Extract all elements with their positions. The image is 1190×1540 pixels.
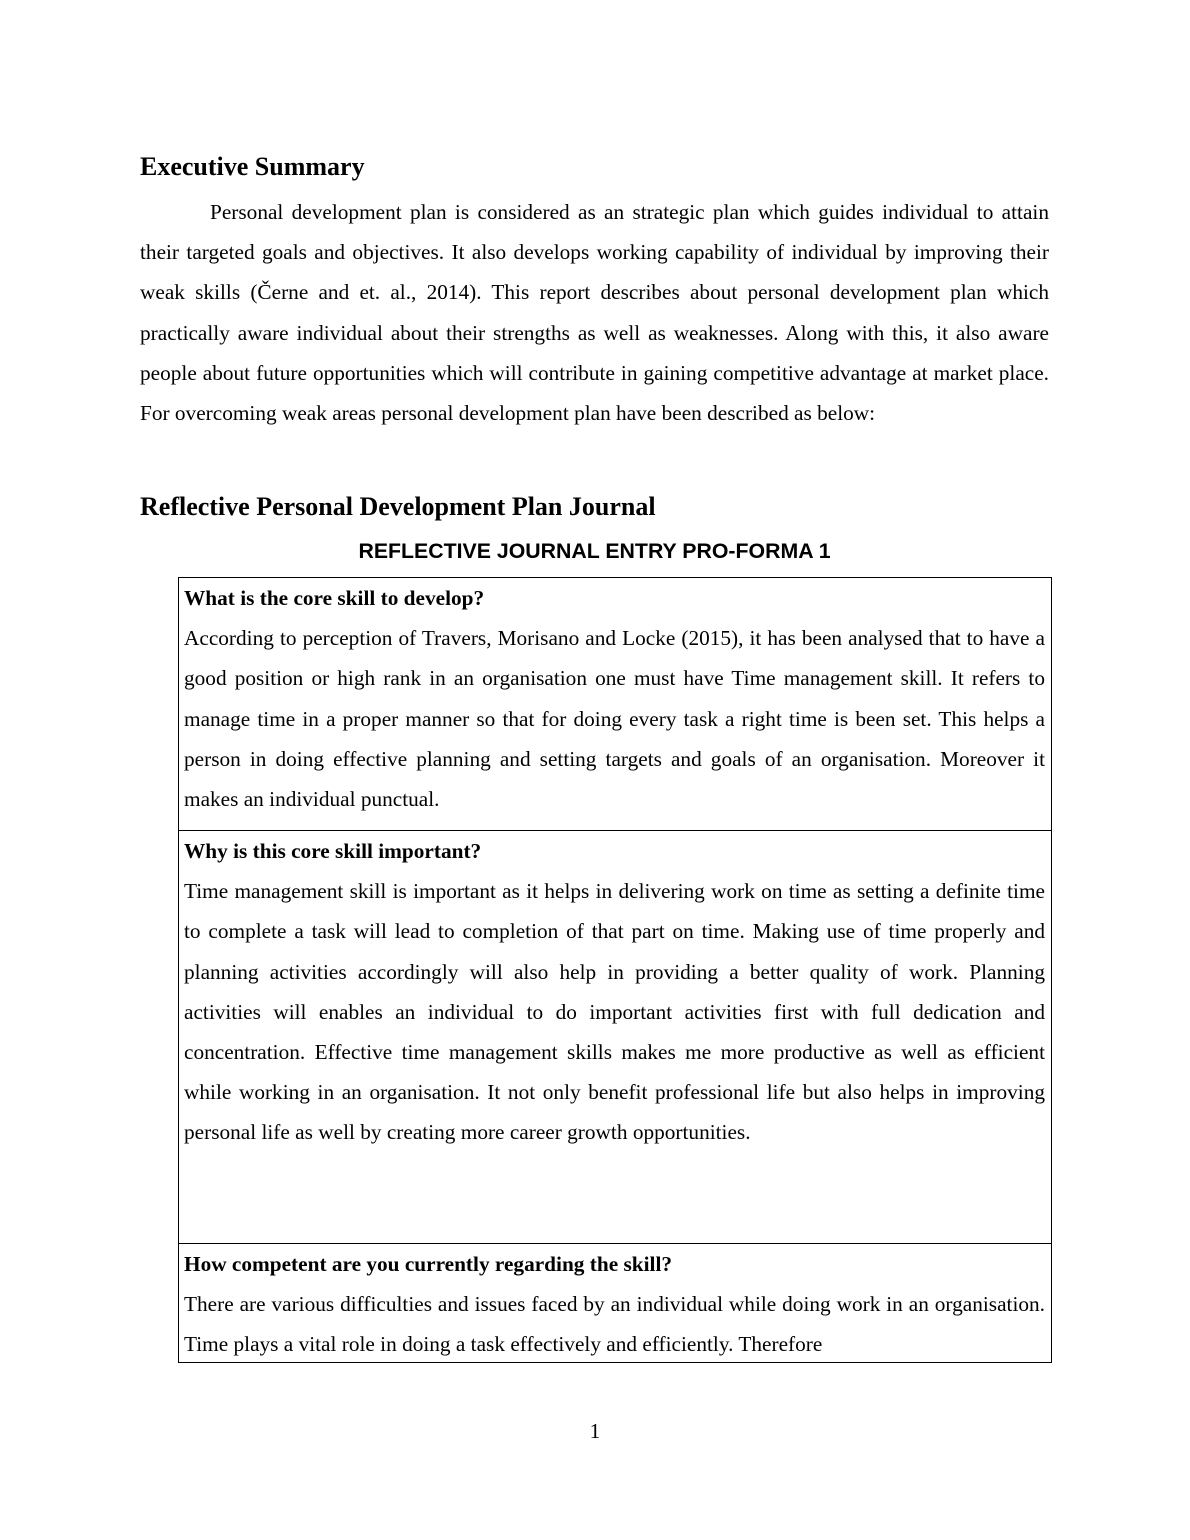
executive-summary-heading: Executive Summary xyxy=(140,152,365,181)
entry-answer: According to perception of Travers, Morisano and Locke (2015), it has been analysed that to have a good position or high rank in an organisation one must have Time management skill. It refers to manage time in a proper manner so that for doing every task a right time is been set. This helps a person in doing effective planning and setting targets and goals of an organisation. Moreover it makes an individual punctual. xyxy=(184,626,1045,812)
entry-answer: There are various difficulties and issues faced by an individual while doing work in an organisation. Time plays a vital role in doing a task effectively and efficiently. Therefore xyxy=(184,1292,1045,1357)
entry-question: Why is this core skill important? xyxy=(184,839,482,863)
proforma-title: REFLECTIVE JOURNAL ENTRY PRO-FORMA 1 xyxy=(358,539,831,563)
journal-heading: Reflective Personal Development Plan Journal xyxy=(140,492,656,521)
entry-question: What is the core skill to develop? xyxy=(184,586,485,610)
executive-summary-paragraph: Personal development plan is considered as an strategic plan which guides individual to attain their targeted goals and objectives. It also develops working capability of individual by improving their weak skills (Černe and et. al., 2014). This report describes about personal development plan which practically aware individual about their strengths as well as weaknesses. Along with this, it also aware people about future opportunities which will contribute in gaining competitive advantage at market place. For overcoming weak areas personal development plan have been described as below: xyxy=(140,200,1049,426)
journal-entry-table xyxy=(178,577,1052,1363)
entry-question: How competent are you currently regarding the skill? xyxy=(184,1252,673,1276)
journal-entry-competence xyxy=(179,1244,1051,1362)
journal-entry-core-skill xyxy=(179,578,1051,831)
journal-entry-importance xyxy=(179,831,1051,1244)
entry-answer: Time management skill is important as it helps in delivering work on time as setting a definite time to complete a task will lead to completion of that part on time. Making use of time properly and planning activities accordingly will also help in providing a better quality of work. Planning activities will enables an individual to do important activities first with full dedication and concentration. Effective time management skills makes me more productive as well as efficient while working in an organisation. It not only benefit professional life but also helps in improving personal life as well by creating more career growth opportunities. xyxy=(184,879,1045,1145)
page-number: 1 xyxy=(589,1419,601,1443)
